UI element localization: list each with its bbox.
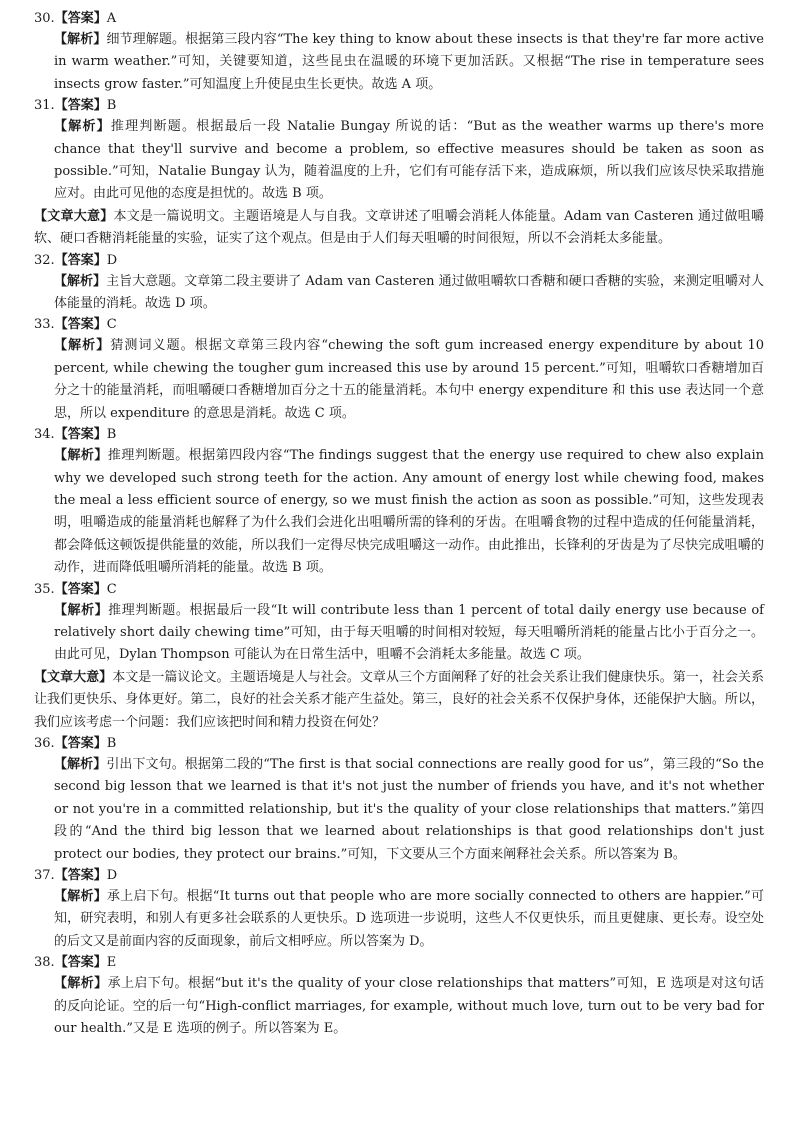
analysis-text: 推理判断题。根据最后一段“It will contribute less than 1 percent of total daily energy use because of relatively short daily chewing time”可知，由于每天咀嚼的时间相对较短，每天咀嚼所消耗的能量占比小于百分之一。由此可见，Dylan Thompson 可能认为在日常生活中，咀嚼不会消耗太多能量。故选 C 项。 [54, 602, 764, 663]
question-36-header [34, 734, 764, 754]
answer-letter: A [106, 11, 117, 26]
question-38-analysis [54, 973, 764, 1040]
analysis-text: 猜测词义题。根据文章第三段内容“chewing the soft gum increased energy expenditure by about 10 percent, while chewing the tougher gum increased this use by around 15 percent.”可知，咀嚼软口香糖增加百分之十的能量消耗，而咀嚼硬口香糖增加百分之十五的能量消耗。本句中 energy expenditure 和 this use 表达同一个意思，所以 expenditure 的意思是消耗。故选 C 项。 [54, 338, 764, 421]
question-30-header [34, 9, 764, 29]
answer-letter: C [106, 581, 117, 597]
analysis-tag: 【解析】 [54, 32, 107, 47]
question-37-header [34, 866, 764, 886]
analysis-tag: 【解析】 [54, 448, 108, 464]
question-number: 33. [34, 317, 55, 333]
question-38-header [34, 953, 764, 973]
answer-letter: D [106, 868, 118, 883]
question-number: 34. [34, 427, 55, 443]
answer-tag: 【答案】 [54, 427, 107, 443]
analysis-tag: 【解析】 [54, 976, 108, 992]
question-33-analysis [54, 335, 764, 425]
analysis-tag: 【解析】 [54, 602, 109, 618]
question-number: 37. [34, 868, 55, 883]
analysis-tag: 【解析】 [54, 273, 107, 289]
summary-text: 本文是一篇说明文。主题语境是人与自我。文章讲述了咀嚼会消耗人体能量。Adam van Casteren 通过做咀嚼软、硬口香糖消耗能量的实验，证实了这个观点。但是由于人们每天咀嚼的时间很短，所以不会消耗太多能量。 [34, 208, 764, 247]
answer-letter: B [106, 427, 117, 443]
article-summary-2 [34, 667, 764, 734]
question-number: 38. [34, 955, 55, 971]
analysis-text: 推理判断题。根据最后一段 Natalie Bungay 所说的话：“But as the weather warms up there's more chance that they'll survive and become a problem, so effective measures should be taken as soon as possible.”可知，Natalie Bungay 认为，随着温度的上升，它们有可能存活下来，造成麻烦，所以我们应该尽快采取措施应对。由此可见他的态度是担忧的。故选 B 项。 [54, 119, 764, 202]
analysis-tag: 【解析】 [54, 119, 111, 135]
question-32-header [34, 251, 764, 271]
analysis-text: 主旨大意题。文章第二段主要讲了 Adam van Casteren 通过做咀嚼软口香糖和硬口香糖的实验，来测定咀嚼对人体能量的消耗。故选 D 项。 [54, 273, 764, 312]
question-34-header [34, 425, 764, 445]
answer-tag: 【答案】 [54, 955, 107, 971]
question-37-analysis [54, 886, 764, 953]
question-number: 36. [34, 735, 55, 751]
question-34-entry [34, 425, 764, 579]
question-31-analysis [54, 116, 764, 206]
summary-tag: 【文章大意】 [34, 669, 113, 685]
summary-tag: 【文章大意】 [34, 208, 114, 224]
analysis-text: 推理判断题。根据第四段内容“The findings suggest that the energy use required to chew also explain why we developed such strong teeth for the action. Any amount of energy lost while chewing food, makes the meal a less efficient source of energy, so we must finish the action as soon as possible.”可知，这些发现表明，咀嚼造成的能量消耗也解释了为什么我们会进化出咀嚼所需的锋利的牙齿。在咀嚼食物的过程中造成的任何能量消耗，都会降低这顿饭提供能量的效能，所以我们一定得尽快完成咀嚼这一动作。由此推出，长锋利的牙齿是为了尽快完成咀嚼的动作，进而降低咀嚼所消耗的能量。故选 B 项。 [54, 448, 764, 576]
question-35-entry [34, 580, 764, 667]
analysis-tag: 【解析】 [54, 756, 107, 772]
question-36-entry [34, 734, 764, 866]
answer-tag: 【答案】 [54, 11, 107, 26]
question-35-analysis [54, 600, 764, 667]
answer-tag: 【答案】 [54, 252, 107, 268]
summary-text: 本文是一篇议论文。主题语境是人与社会。文章从三个方面阐释了好的社会关系让我们健康快乐。第一，社会关系让我们更快乐、身体更好。第二，良好的社会关系才能产生益处。第三，良好的社会关系不仅保护身体，还能保护大脑。所以，我们应该考虑一个问题：我们应该把时间和精力投资在何处？ [34, 669, 764, 730]
answer-tag: 【答案】 [54, 868, 107, 883]
answer-letter: C [106, 317, 117, 333]
answer-tag: 【答案】 [54, 317, 107, 333]
question-33-header [34, 315, 764, 335]
question-number: 35. [34, 581, 55, 597]
analysis-text: 引出下文句。根据第二段的“The first is that social connections are really good for us”，第三段的“So the second big lesson that we learned is that it's not just the number of friends you have, and it's not whether or not you're in a committed relationship, but it's the quality of your close relationships that matters.”第四段的“And the third big lesson that we learned about relationships is that good relationships don't just protect our bodies, they protect our brains.”可知，下文要从三个方面来阐释社会关系。所以答案为 B。 [54, 756, 764, 862]
question-30-analysis [54, 29, 764, 96]
question-number: 31. [34, 98, 55, 114]
question-32-analysis [54, 271, 764, 316]
question-number: 30. [34, 11, 55, 26]
answer-tag: 【答案】 [54, 581, 107, 597]
analysis-text: 承上启下句。根据“It turns out that people who are more socially connected to others are happier.”可知，研究表明，和别人有更多社会联系的人更快乐。D 选项进一步说明，这些人不仅更快乐，而且更健康、更长寿。设空处的后文又是前面内容的反面现象，前后文相呼应。所以答案为 D。 [54, 889, 764, 949]
question-38-entry [34, 953, 764, 1040]
analysis-tag: 【解析】 [54, 338, 111, 354]
answer-tag: 【答案】 [54, 735, 107, 751]
analysis-text: 细节理解题。根据第三段内容“The key thing to know about these insects is that they're far more active in warm weather.”可知，关键要知道，这些昆虫在温暖的环境下更加活跃。又根据“The rise in temperature sees insects grow faster.”可知温度上升使昆虫生长更快。故选 A 项。 [54, 32, 764, 92]
answer-letter: B [106, 735, 117, 751]
answer-letter: E [106, 955, 117, 971]
question-number: 32. [34, 252, 55, 268]
question-31-entry [34, 96, 764, 206]
question-34-analysis [54, 445, 764, 579]
question-32-entry [34, 251, 764, 316]
analysis-tag: 【解析】 [54, 889, 107, 904]
answer-tag: 【答案】 [54, 98, 107, 114]
article-summary-1 [34, 206, 764, 251]
answer-letter: D [106, 252, 118, 268]
analysis-text: 承上启下句。根据“but it's the quality of your close relationships that matters”可知，E 选项是对这句话的反向论证。空的后一句“High-conflict marriages, for example, without much love, turn out to be very bad for our health.”又是 E 选项的例子。所以答案为 E。 [54, 976, 764, 1037]
question-35-header [34, 580, 764, 600]
question-31-header [34, 96, 764, 116]
question-37-entry [34, 866, 764, 953]
answer-letter: B [106, 98, 117, 114]
question-30-entry [34, 9, 764, 96]
question-33-entry [34, 315, 764, 425]
question-36-analysis [54, 754, 764, 866]
